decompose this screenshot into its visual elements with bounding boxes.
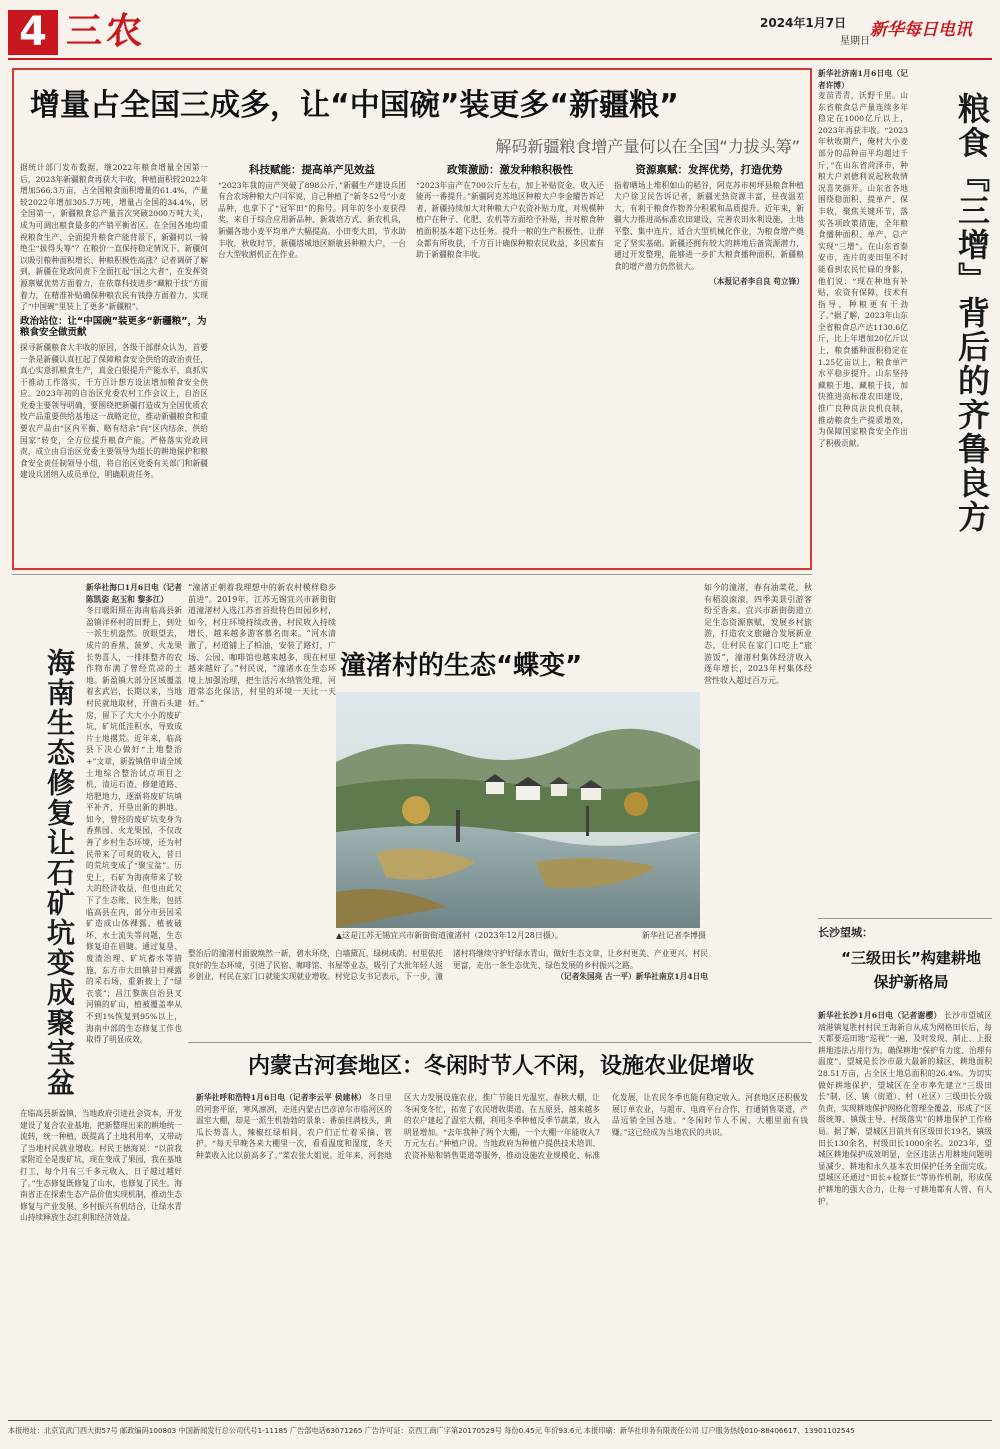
lead-byline: （本报记者李自良 苟立锋） xyxy=(709,277,804,287)
inner-mongolia-text: 冬日里的河套平原，寒风凛冽，走进内蒙古巴彦淖尔市临河区的温室大棚，却是一派生机勃勃的景象：番茄挂满枝头，黄瓜长势喜人，辣椒红绿相间，农户们正忙着采摘、管护。“每天早晚各来大棚里一次，看看温度和湿度，冬天种菜收入比以前高多了。”菜农张大姐说。近年来，河套地区大力发展设施农业，推广节能日光温室、春秋大棚，让冬闲变冬忙，拓宽了农民增收渠道。在五原县，越来越多的农户建起了温室大棚，利用冬季种植反季节蔬菜，收入明显增加。“去年我种了两个大棚，一个大棚一年能收入7万元左右。”种植户说。当地政府为种植户提供技术培训、农资补贴和销售渠道等服务，推动设施农业规模化、标准化发展，让农民冬季也能有稳定收入。河套地区还积极发展订单农业，与超市、电商平台合作，打通销售渠道，产品远销全国各地。“冬闲时节人不闲，大棚里面有钱赚。”这已经成为当地农民的共识。 xyxy=(196,1093,808,1160)
photo-left-column: “潼渚正朝着我理想中的新农村模样稳步前进”。2019年，江苏无锡宜兴市新街街道潼渚村入选江苏省首批特色田园乡村，如今，村庄环境持续改善，村民收入持续增长，越来越多游客慕名而来。“河水清澈了，村道铺上了柏油，安装了路灯，广场、公园、咖啡馆也越来越多，现在村里越来越好了。”村民说，“潼渚水在生态环境上加强治理，把生活污水纳管处理，河道常态化保洁，村里的环境一天比一天好。” xyxy=(188,583,336,708)
photo-caption: ▲这是江苏无锡宜兴市新街街道潼渚村（2023年12月28日摄）。 xyxy=(336,931,563,940)
left-feature-title: 海南生态修复让石矿坑变成聚宝盆 xyxy=(43,648,76,1098)
left-feature-dateline: 新华社海口1月6日电（记者陈凯姿 赵玉和 黎多江） xyxy=(86,583,182,604)
photo-feature-byline: （记者朱国亮 古一平）新华社南京1月4日电 xyxy=(556,972,708,982)
brand-logo: 新华每日电讯 xyxy=(870,20,972,40)
lead-text-3: “2023年亩产在700公斤左右，加上补贴资金，收入还能再一番提升。”新疆阿克苏地区种粮大户李金耀告诉记者，新疆持续加大对种粮大户农资补贴力度，对规模种植户在种子、化肥、农机等方面给予补贴，并对粮食种植面积基本超下达任务。提升一粮的生产积极性，让群众都有所收获，千方百计确保种粮农民收益，多因素有助于新疆粮食丰收。 xyxy=(416,180,604,260)
right-feature-dateline: 新华社济南1月6日电（记者许博） xyxy=(818,69,908,90)
lead-text-1: 探寻新疆粮食大丰收的原因，各级干部群众认为，首要一条是新疆认真扛起了保障粮食安全供给的政治责任，真心实意抓粮食生产，真金白银提升产能水平，真抓实干推动工作落实，千方百计想方设法增加粮食安全供应。2023年初的自治区党委农村工作会议上，自治区党委主要领导明确，要围绕把新疆打造成为全国优质农牧产品重要供给基地这一战略定位，推动新疆粮食和重要农产品由“区内平衡、略有结余”向“区内结余、供给国家”转变，全方位提升粮食产能。严格落实党政同责，成立由自治区党委主要领导为组长的耕地保护和粮食安全责任制领导小组，将自治区党委有关部门和新疆建设兵团纳入成员单位，明确职责任务。 xyxy=(20,342,208,480)
footer-text: 本报地址：北京宣武门西大街57号 邮政编码100803 中国新闻发行总公司代号1-11185 广告部电话63071265 广告许可证：京西工商广字第20170529号 每份0.45元 年价93.6元 本报印刷：新华社印务有限责任公司 订户服务热线010-88406617、13901102545 xyxy=(8,1426,855,1435)
changsha-body xyxy=(818,1010,992,1414)
photo-below-text xyxy=(188,948,708,1040)
changsha-title: “三级田长”构建耕地保护新格局 xyxy=(841,949,981,991)
header-rule xyxy=(8,58,992,60)
photo-below-body: 整治后的潼渚村面貌焕然一新，碧水环绕，白墙黛瓦，绿树成荫。村里依托良好的生态环境，引进了民宿、咖啡馆、书屋等业态，吸引了大批年轻人返乡创业，村民在家门口就能实现就业增收。村党总支书记表示，下一步，潼渚村将继续守护好绿水青山，做好生态文章，让乡村更美、产业更兴、村民更富，走出一条生态优先、绿色发展的乡村振兴之路。 xyxy=(188,949,708,982)
changsha-kicker: 长沙望城： xyxy=(818,926,873,939)
section-name: 三农 xyxy=(66,11,147,52)
right-feature-text: 麦苗青青，沃野千里。山东省粮食总产量连续多年稳定在1000亿斤以上，2023年再获丰收。“2023年秋收期产，俺村大小麦部分的品种亩平均超过千斤，”在山东省菏泽市，种粮大户刘德利说起秋收情况喜笑颜开。山东省各地围绕稳面积、提单产、保丰收，聚焦关键环节，落实各项政策措施，全年粮食播种面积、单产、总产实现“三增”。在山东省泰安市，连片的麦田里不时能看到农民忙碌的身影，他们说：“现在种地有补贴，农资有保障，技术有指导，种粮更有干劲了。”据了解，2023年山东全省粮食总产达1130.6亿斤，比上年增加20亿斤以上，粮食播种面积稳定在1.25亿亩以上，粮食单产水平稳步提升。山东坚持藏粮于地、藏粮于技，加快推进高标准农田建设，推广良种良法良机良制，推动粮食生产提质增效，为保障国家粮食安全作出了积极贡献。 xyxy=(818,91,908,448)
divider-right xyxy=(818,918,992,919)
lead-text-2: “2023年我的亩产突破了898公斤，”新疆生产建设兵团有合农场种粮大户闫军说，自己种植了“新冬52号”小麦品种，也拿下了“冠军田”的称号。同年的冬小麦获得奖，来自于综合应用新品种、新栽培方式、新农机具，新疆各地小麦平均单产大幅提高。小田变大田，节水助丰收，秋收时节，新疆塔城地区额敏县种粮大户，一台台大型收割机正在作业。 xyxy=(218,180,406,260)
inner-mongolia-title: 内蒙古河套地区：冬闲时节人不闲，设施农业促增收 xyxy=(247,1054,754,1079)
left-feature-text: 冬日暖阳照在海南临高县新盈镇洋杯村的田野上，到处一派生机盎然。放眼望去，成片的香蕉、菠萝、火龙果长势喜人，一排排整齐的农作物布满了曾经荒凉的土地。新盈镇大部分区域覆盖着玄武岩，长期以来，当地村民就地取材，开凿石头建房，留下了大大小小的废矿坑，矿坑低洼积水，导致成片土地撂荒。近年来，临高县下决心做好“土地整治+”文章，新盈镇借申请全域土地综合整治试点项目之机，清运石渣、修建道路、培肥地力，逐渐将废矿坑填平补齐，开垦出新的耕地。如今，曾经的废矿坑变身为香蕉园、火龙果园，不仅改善了乡村生态环境，还为村民带来了可观的收入，昔日的荒坑变成了“聚宝盆”。历史上，石矿为海南带来了较大的经济收益，但也由此欠下了生态账、民生账，包括临高县在内，部分市县因采矿造成山体裸露、植被破坏、水土流失等问题，生态修复迫在眉睫。通过复垦、废渣治理、矿坑蓄水等措施，东方市大田镇昔日裸露的采石场，重新披上了“绿衣裳”；昌江黎族自治县叉河镇的矿山，植被覆盖率从不到1%恢复到95%以上，海南中部的生态修复工作也取得了明显成效。 xyxy=(86,606,182,1045)
changsha-text: 长沙市望城区靖港镇复胜村村民王海新自从成为网格田长后，每天都要巡田地“巡视”一遍，及时发现、制止、上报耕地违法占用行为，确保耕地“保护有力度、治理有温度”。望城是长沙市最大最新的城区，耕地面积28.51万亩，占全区土地总面积的26.4%。为切实做好耕地保护，望城区在全市率先建立“三级田长”制，区、镇（街道）、村（社区）三级田长分级负责，实现耕地保护网格化管理全覆盖，形成了“区级统筹、镇级主导、村级落实”的耕地保护工作格局。据了解，望城区目前共有区级田长19名，镇级田长130余名，村级田长1000余名。2023年，望城区耕地保护成效明显，全区违法占用耕地问题明显减少，耕地和永久基本农田保护任务全面完成。望城区还通过“田长+检察长”等协作机制，形成保护耕地的强大合力，让每一寸耕地都有人管、有人护。 xyxy=(818,1011,992,1206)
lead-col-2 xyxy=(218,162,406,564)
village-photo-illustration xyxy=(336,692,700,928)
lead-heading-1: 政治站位：让“中国碗”装更多“新疆粮”，为粮食安全做贡献 xyxy=(20,315,207,339)
left-feature-col-a xyxy=(86,582,182,1102)
village-photo xyxy=(336,692,700,928)
lead-text-4: 指着晒场上堆积如山的稻谷，阿克苏市柯坪县粮食种植大户徐卫民告诉记者，新疆光热资源丰富，昼夜温差大，有利于粮食作物养分积累和品质提升。近年来，新疆大力推进高标准农田建设，完善农田水利设施，土地平整、集中连片，适合大型机械化作业，为粮食增产奠定了坚实基础。新疆还拥有较大的耕地后备资源潜力，通过开发整理，能够进一步扩大粮食播种面积，新疆粮食的增产潜力仍然很大。 xyxy=(614,180,804,271)
divider-mid xyxy=(188,1042,812,1043)
lead-story-subtitle: 解码新疆粮食增产量何以在全国“力拔头筹” xyxy=(495,137,800,156)
lead-heading-2: 科技赋能：提高单产见效益 xyxy=(249,164,375,176)
lead-col-4 xyxy=(614,162,804,564)
issue-date: 2024年1月7日 xyxy=(760,16,847,30)
inner-mongolia-body xyxy=(196,1092,808,1412)
photo-right-column: 如今的潼渚，春有油菜花，秋有稻浪滚滚，四季美景引游客纷至沓来。宜兴市新街街道立足生态资源禀赋，发展乡村旅游，打造农文旅融合发展新业态，让村民在家门口吃上“旅游饭”，潼渚村集体经济收入逐年增长，2023年村集体经营性收入超过百万元。 xyxy=(704,583,812,685)
lead-col-1 xyxy=(20,162,208,564)
divider-left xyxy=(12,574,812,575)
lead-story-title: 增量占全国三成多，让“中国碗”装更多“新疆粮” xyxy=(30,88,679,123)
photo-feature-title: 潼渚村的生态“蝶变” xyxy=(340,651,583,681)
issue-weekday: 星期日 xyxy=(840,36,870,47)
footer-rule xyxy=(8,1420,992,1421)
lead-intro: 据统计部门发布数据，继2022年粮食增量全国第一后，2023年新疆粮食再获大丰收，种植面积较2022年增加566.3万亩，占全国粮食面积增量的61.4%，产量较2022年增加305.7万吨，增量占全国的34.4%，居全国第一，新疆粮食总产量首次突破2000万吨大关，成为可调出粮食最多的产销平衡省区。在全国各地均重视粮食生产、全面提升粮食产能背景下，新疆何以一骑绝尘“拔得头筹”？在粮价一直保持稳定情况下，新疆何以吸引粮种面积增长、种粮积极性高涨？记者调研了解到，新疆在党政同责下全面扛起“国之大者”，在发挥资源禀赋优势方面着力，在依靠科技进步“藏粮于技”方面着力，在精准补贴确保种粮农民有钱挣方面着力，实现了“中国碗”里装上了更多“新疆粮”。 xyxy=(20,163,208,312)
left-feature-col-b: 在临高县新盈镇，当地政府引进社会资本，开发建设了复合农业基地，把新整理出来的耕地统一流转，统一种植，既提高了土地利用率，又带动了当地村民就业增收。村民王德海说：“以前我家附近全是废矿坑，现在变成了果园，我在基地打工，每个月有三千多元收入，日子越过越好了。”生态修复既修复了山水，也修复了民生。海南省正在探索生态产品价值实现机制，推动生态修复与产业发展、乡村振兴有机结合，让绿水青山持续释放生态红利和经济效益。 xyxy=(20,1109,182,1223)
page-header xyxy=(0,0,1000,62)
lead-col-3 xyxy=(416,162,604,564)
lead-heading-4: 资源禀赋：发挥优势，打造优势 xyxy=(635,164,783,176)
page-number: 4 xyxy=(19,9,47,55)
right-feature-title: 粮食『三增』背后的齐鲁良方 xyxy=(953,92,991,534)
photo-credit: 新华社记者李博摄 xyxy=(642,931,706,940)
changsha-dateline: 新华社长沙1月6日电（记者谢樱） xyxy=(818,1011,942,1020)
lead-heading-3: 政策激励：激发种粮积极性 xyxy=(447,164,573,176)
inner-mongolia-dateline: 新华社呼和浩特1月6日电（记者李云平 侯建林） xyxy=(196,1093,367,1102)
